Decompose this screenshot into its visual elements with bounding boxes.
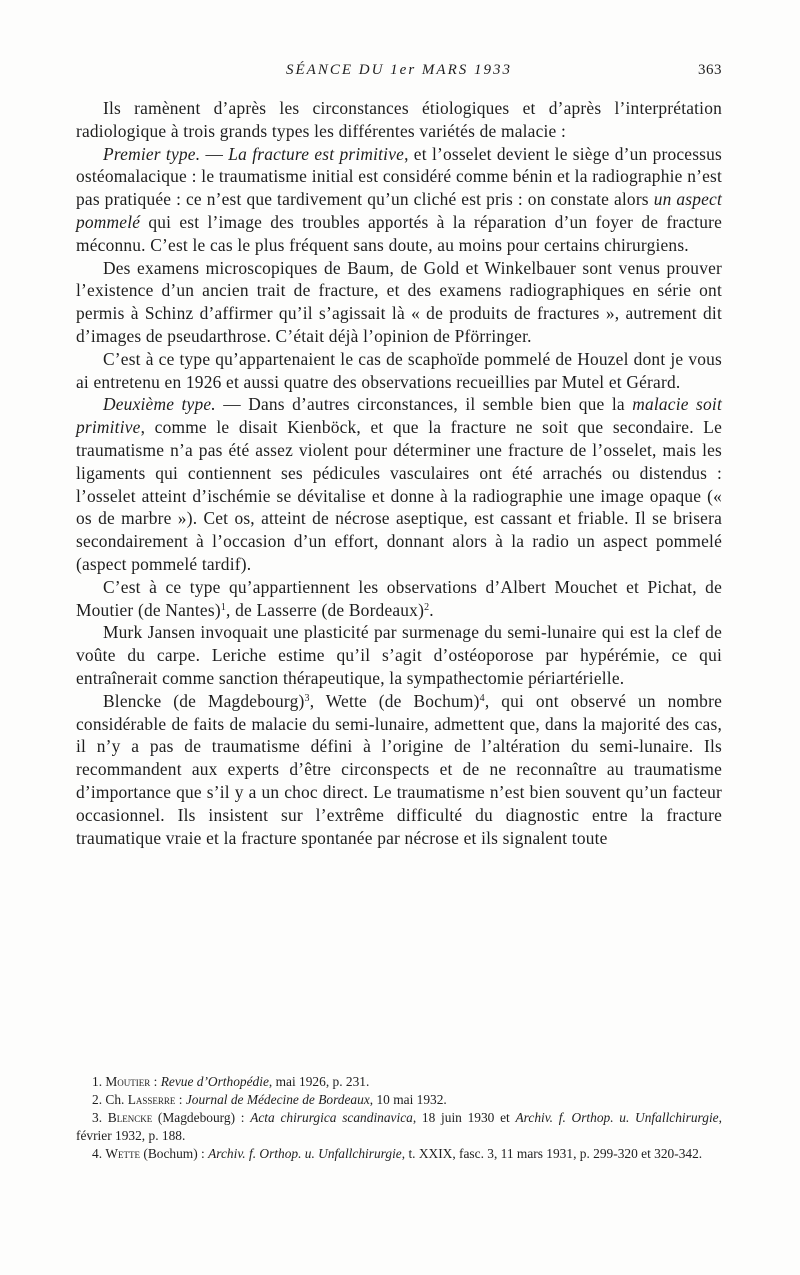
footnote-2: 2. Ch. Lasserre : Journal de Médecine de Bordeaux, 10 mai 1932.: [92, 1092, 447, 1107]
paragraph-intro: Ils ramènent d’après les circonstances étiologiques et d’après l’interprétation radiologique à trois grands types les différentes variétés de malacie :: [76, 98, 722, 141]
footnotes: [76, 1073, 722, 1163]
footnote-4: 4. Wette (Bochum) : Archiv. f. Orthop. u. Unfallchirurgie, t. XXIX, fasc. 3, 11 mars 1931, p. 299-320 et 320-342.: [92, 1146, 703, 1161]
footnote-1: 1. Moutier : Revue d’Orthopédie, mai 1926, p. 231.: [92, 1074, 370, 1089]
paragraph-scaphoide: C’est à ce type qu’appartenaient le cas de scaphoïde pommelé de Houzel dont je vous ai entretenu en 1926 et aussi quatre des observations recueillies par Mutel et Gérard.: [76, 348, 722, 392]
running-header: [76, 62, 722, 84]
body-text: [76, 97, 722, 849]
running-title: SÉANCE DU 1er MARS 1933: [286, 62, 512, 78]
paragraph-examens: Des examens microscopiques de Baum, de Gold et Winkelbauer sont venus prouver l’existence d’un ancien trait de fracture, et des examens radiographiques en série ont permis à Schinz d’affirmer qu’il s’agissait là « de produits de fractures », autrement dit d’images de pseudarthrose. C’était déjà l’opinion de Pförringer.: [76, 257, 722, 346]
paragraph-murk-jansen: Murk Jansen invoquait une plasticité par surmenage du semi-lunaire qui est la clef de voûte du carpe. Leriche estime qu’il s’agit d’ostéoporose par hypérémie, ce qui entraînerait comme sanction thérapeutique, la sympathectomie périartérielle.: [76, 622, 722, 688]
footnote-ref-2: 2: [424, 601, 430, 613]
paragraph-deuxieme-type: Deuxième type. — Dans d’autres circonstances, il semble bien que la malacie soit primitive, comme le disait Kienböck, et que la fracture ne soit que secondaire. Le traumatisme n’a pas été assez violent pour déterminer une fracture de l’osselet, mais les ligaments qui contiennent ses pédicules vasculaires ont été arrachés ou distendus : l’osselet atteint d’ischémie se dévitalise et donne à la radiographie une image opaque (« os de marbre »). Cet os, atteint de nécrose aseptique, est cassant et friable. Il se brisera secondairement à l’occasion d’un effort, donnant alors à la radio un aspect pommelé (aspect pommelé tardif).: [76, 394, 722, 574]
paragraph-blencke: Blencke (de Magdebourg)$^3$, Wette (de Bochum)$^4$, qui ont observé un nombre considérable de faits de malacie du semi-lunaire, admettent que, dans la majorité des cas, il n’y a pas de traumatisme défini à l’origine de l’altération du semi-lunaire. Ils recommandent aux experts d’être circonspects et de ne reconnaître au traumatisme d’importance que s’il y a un choc direct. Le traumatisme n’est bien souvent qu’un facteur occasionnel. Ils insistent sur l’extrême difficulté du diagnostic entre la fracture traumatique vraie et la fracture spontanée par nécrose et ils signalent toute: [76, 690, 722, 848]
page-number: 363: [698, 62, 722, 78]
deuxieme-type-label: Deuxième type.: [103, 394, 216, 415]
paragraph-observations: C’est à ce type qu’appartiennent les observations d’Albert Mouchet et Pichat, de Moutier (de Nantes)$^1$, de Lasserre (de Bordeaux)$^2$.: [76, 576, 722, 620]
footnote-ref-4: 4: [479, 692, 485, 704]
footnote-ref-3: 3: [304, 692, 310, 704]
paragraph-premier-type: Premier type. — La fracture est primitive, et l’osselet devient le siège d’un processus ostéomalacique : le traumatisme initial est considéré comme bénin et la radiographie n’est pas pratiquée : ce n’est que tardivement qu’un cliché est pris : on constate alors un aspect pommelé qui est l’image des troubles apportés à la réparation d’un foyer de fracture méconnu. C’est le cas le plus fréquent sans doute, au moins pour certains chirurgiens.: [76, 143, 723, 255]
footnote-3: 3. Blencke (Magdebourg) : Acta chirurgica scandinavica, 18 juin 1930 et Archiv. f. Orthop. u. Unfallchirurgie, février 1932, p. 188.: [76, 1110, 722, 1143]
premier-type-label: Premier type.: [103, 143, 201, 164]
footnote-ref-1: 1: [220, 601, 227, 613]
